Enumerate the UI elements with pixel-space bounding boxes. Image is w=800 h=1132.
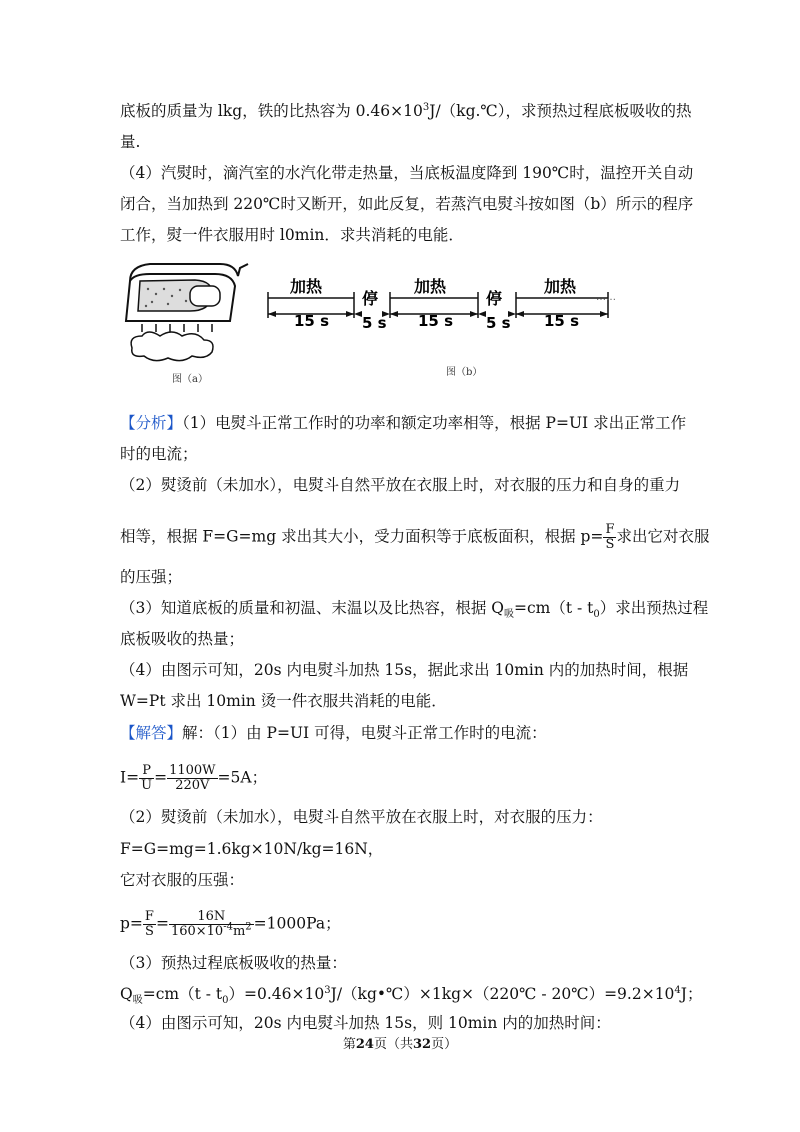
heat-label: 加热 [414,277,447,296]
heat-time-label: 15 s [294,312,330,330]
page-total: 32 [413,1037,432,1052]
ellipsis: …… [596,292,616,303]
text-line: （4）汽熨时，滴汽室的水汽化带走热量，当底板温度降到 190℃时，温控开关自动 [120,164,694,182]
text-line: （2）熨烫前（未加水），电熨斗自然平放在衣服上时，对衣服的压力： [120,808,603,826]
text-line: 工作，熨一件衣服用时 l0min．求共消耗的电能． [120,226,464,244]
text-line: 量. [120,133,141,151]
text-line: 相等，根据 F=G=mg 求出其大小，受力面积等于底板面积，根据 p= $\frac{F}{S}$ 求出它对衣服 [120,522,710,552]
text-line: 闭合，当加热到 220℃时又断开，如此反复，若蒸汽电熨斗按如图（b）所示的程序 [120,195,694,213]
solution-tag: 【解答】 [120,724,183,742]
fraction: $\frac{F}{S}$ [605,522,615,552]
text-line: 它对衣服的压强： [120,871,245,889]
text-line: 的压强； [120,568,183,586]
formula-line: I= $\frac{P}{U}$ = $\frac{1100W}{220V}$ =5A； [120,763,268,793]
stop-label: 停 [362,289,379,308]
text-line: 【解答】解：（1）由 P=UI 可得，电熨斗正常工作时的电流： [120,724,547,742]
text-line: 【分析】（1）电熨斗正常工作时的功率和额定功率相等，根据 P=UI 求出正常工作 [120,414,687,432]
formula-line: $Q_吸=cm(t$ - $t_0)=0.46\times 10^3J/(kg•℃)\times 1kg\times(220℃$ - $20℃)=9.2\times 10^4J$； [120,984,703,1007]
iron-figure [120,256,250,386]
text-line: （2）熨烫前（未加水），电熨斗自然平放在衣服上时，对衣服的压力和自身的重力 [120,476,681,494]
analysis-tag: 【分析】 [120,414,183,432]
stop-label: 停 [486,289,503,308]
figure-b-caption: 图（b） [446,367,483,378]
heat-time-label: 15 s [544,312,580,330]
text-line: 时的电流； [120,445,198,463]
stop-time-label: 5 s [486,314,511,332]
heat-time-label: 15 s [418,312,454,330]
text-line: 底板的质量为 lkg，铁的比热容为 $0.46\times 10^3J/(kg.℃)$，求预热过程底板吸收的热 [120,101,692,120]
text-line: （3）知道底板的质量和初温、末温以及比热容，根据 $Q_吸=cm(t - t_0)$求出预热过程 [120,599,709,621]
text-line: （4）由图示可知，20s 内电熨斗加热 15s，据此求出 10min 内的加热时间，根据 [120,661,689,679]
page-number: 24 [355,1037,374,1052]
figure-a-caption: 图（a） [172,374,208,385]
formula-line: p= $\frac{F}{S}$ = $\frac{16N}{160\times 10^{-4}m^2}$ =1000Pa； [120,909,341,939]
heat-label: 加热 [290,277,323,296]
text-line: W=Pt 求出 10min 烫一件衣服共消耗的电能． [120,692,447,710]
stop-time-label: 5 s [362,314,387,332]
page-footer: 第24页（共32页） [342,1037,458,1052]
heat-label: 加热 [544,277,577,296]
text-line: F=G=mg=1.6kg×10N/kg=16N， [120,840,384,858]
text-line: （4）由图示可知，20s 内电熨斗加热 15s，则 10min 内的加热时间： [120,1014,611,1032]
text-line: 底板吸收的热量； [120,630,245,648]
heating-program-figure [262,270,622,380]
text-line: （3）预热过程底板吸收的热量： [120,954,347,972]
